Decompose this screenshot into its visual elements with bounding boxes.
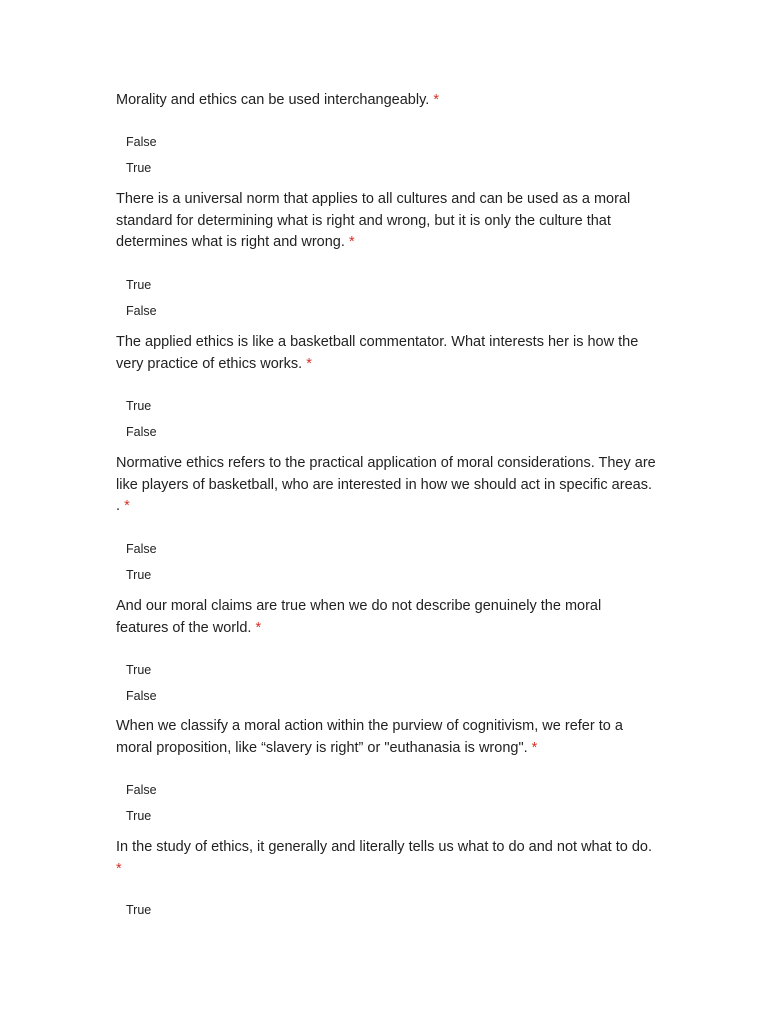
options-group-3 <box>126 398 157 450</box>
question-text: Normative ethics refers to the practical application of moral considerations. They are like players of basketball, who are interested in how we should act in specific areas. . * <box>116 455 656 514</box>
option-true[interactable]: True <box>126 568 152 582</box>
option-true[interactable]: True <box>126 399 152 413</box>
option-true[interactable]: True <box>126 663 152 677</box>
option-true[interactable]: True <box>126 161 152 175</box>
question-text: And our moral claims are true when we do not describe genuinely the moral features of the world. * <box>116 598 602 636</box>
option-true[interactable]: True <box>126 278 152 292</box>
option-false[interactable]: False <box>126 783 157 797</box>
question-text: The applied ethics is like a basketball commentator. What interests her is how the very practice of ethics works. * <box>116 334 639 372</box>
required-asterisk: * <box>348 234 355 250</box>
option-true[interactable]: True <box>126 809 152 823</box>
question-text: Morality and ethics can be used interchangeably. * <box>116 92 439 108</box>
question-text: When we classify a moral action within the purview of cognitivism, we refer to a moral proposition, like “slavery is right” or "euthanasia is wrong". * <box>116 718 623 756</box>
question-7 <box>116 837 656 880</box>
question-2 <box>116 189 656 254</box>
options-group-5 <box>126 662 157 714</box>
question-4 <box>116 453 656 518</box>
options-group-4 <box>126 541 157 593</box>
option-false[interactable]: False <box>126 425 157 439</box>
option-false[interactable]: False <box>126 542 157 556</box>
option-true[interactable]: True <box>126 903 152 917</box>
options-group-1 <box>126 134 157 186</box>
question-1 <box>116 90 656 112</box>
question-text: In the study of ethics, it generally and literally tells us what to do and not what to do. * <box>116 839 653 877</box>
required-asterisk: * <box>116 860 122 877</box>
required-asterisk: * <box>306 355 312 372</box>
question-text: There is a universal norm that applies to all cultures and can be used as a moral standard for determining what is right and wrong, but it is only the culture that determines what is right and wrong. * <box>116 191 631 250</box>
required-asterisk: * <box>433 92 439 108</box>
options-group-6 <box>126 782 157 834</box>
question-5 <box>116 596 656 639</box>
required-asterisk: * <box>124 498 130 514</box>
options-group-2 <box>126 277 157 329</box>
question-3 <box>116 332 656 375</box>
option-false[interactable]: False <box>126 304 157 318</box>
option-false[interactable]: False <box>126 135 157 149</box>
required-asterisk: * <box>255 619 262 636</box>
option-false[interactable]: False <box>126 689 157 703</box>
options-group-7 <box>126 902 151 928</box>
required-asterisk: * <box>531 739 538 756</box>
question-6 <box>116 716 656 759</box>
